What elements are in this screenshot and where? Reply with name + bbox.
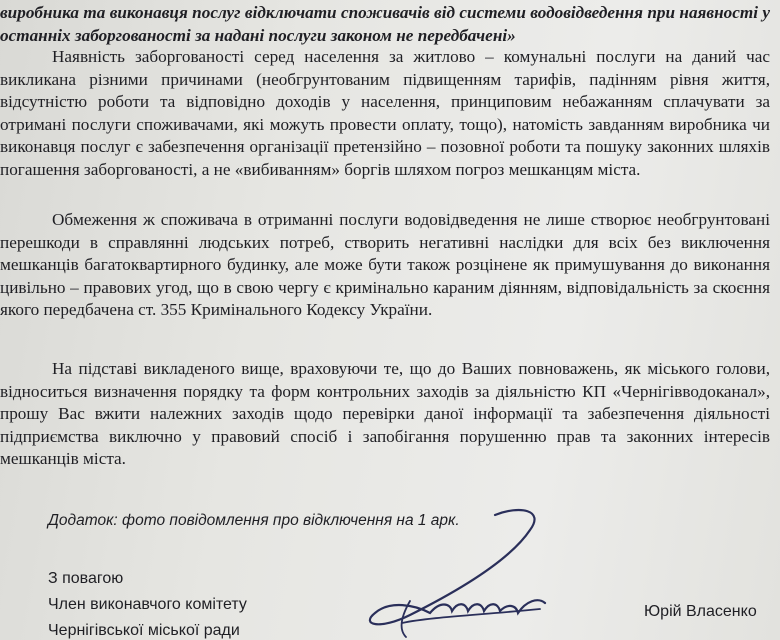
closing-position: Член виконавчого комітету [48,596,247,613]
handwritten-signature [340,505,580,640]
paragraph-request: На підставі викладеного вище, враховуючи те, що до Ваших повноважень, як міського голови, відноситься визначення порядку та форм контрольних заходів за діяльністю КП «Чернігівводоканал», прошу Вас вжити належних заходів щодо перевірки даної інформації та забезпечення діяльності підприємства виключно у правовий спосіб і запобігання порушенню прав та законних інтересів мешканців міста. [0,359,770,468]
closing-regards: З повагою [48,570,124,587]
paragraph-debt-reasons: Наявність заборгованості серед населення за житлово – комунальні послуги на даний час викликана різними причинами (необгрунтованим підвищенням тарифів, падінням рівня життя, відсутністю роботи та відповідно доходів у населення, принциповим небажанням сплачувати за отримані послуги споживачами, які можуть провести оплату, тощо), натомість завданням виробника чи виконавця послуг є забезпечення організації претензійно – позовної роботи та пошуку законних шляхів погашення заборгованості, а не «вибиванням» боргів шляхом погроз мешканцям міста. [0,47,770,179]
appendix-note: Додаток: фото повідомлення про відключення на 1 арк. [48,512,460,529]
paragraph-restriction-consequences: Обмеження ж споживача в отриманні послуги водовідведення не лише створює необгрунтовані перешкоди в справлянні людських потреб, створить негативні наслідки для всіх без виключення мешканців багатоквартирного будинку, але може бути також розцінене як примушування до виконання цивільно – правових угод, що в свою чергу є кримінально караним діянням, відповідальність за скоєння якого передбачена ст. 355 Кримінального Кодексу України. [0,210,770,319]
closing-council: Чернігівської міської ради [48,622,240,639]
closing-block [48,566,247,640]
intro-quote-text: виробника та виконавця послуг відключати споживачів від системи водовідведення при наявності у останніх заборгованості за надані послуги законом не передбачені» [0,3,770,45]
signer-name: Юрій Власенко [644,603,757,620]
